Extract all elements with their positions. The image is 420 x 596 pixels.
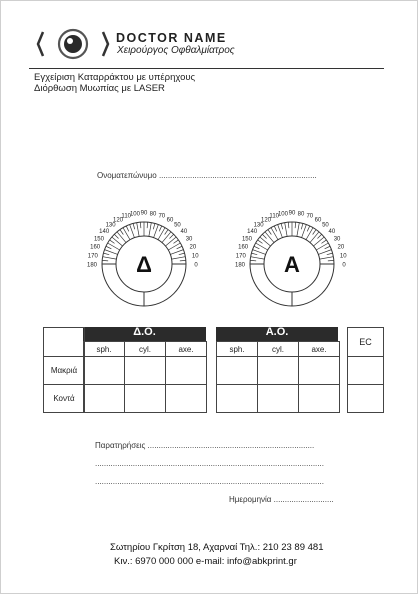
right-eye-tick: [265, 232, 274, 243]
left-eye-axis-label: 70: [158, 213, 166, 220]
right-eye-axis-label: 170: [235, 253, 246, 260]
right-eye-tick: [288, 222, 289, 228]
left-eye-axis-label: 140: [99, 229, 110, 236]
right-eye-tick: [316, 243, 328, 250]
left-eye-tick: [169, 234, 173, 238]
right-eye-tick: [274, 226, 277, 231]
remarks-field[interactable]: Παρατηρήσεις ...........................................................................: [95, 441, 315, 450]
date-field[interactable]: Ημερομηνία ...........................: [229, 495, 334, 504]
right-eye-axis-chart: [227, 204, 357, 312]
left-eye-tick: [103, 253, 109, 255]
right-eye-tick: [320, 257, 334, 259]
right-eye-tick: [268, 230, 271, 235]
right-eye-tick: [325, 246, 330, 249]
corner-cell: [44, 328, 85, 357]
right-eye-axis-label: 0: [342, 262, 346, 269]
header-divider: [29, 68, 384, 69]
left-eye-tick: [106, 246, 111, 249]
right-eye-axis-label: 30: [333, 236, 341, 243]
right-eye-eye-letter: Α: [284, 252, 300, 277]
left-eye-axis-label: 160: [90, 244, 101, 251]
left-eye-tick: [165, 230, 168, 235]
right-eye-tick: [310, 232, 319, 243]
os-axe-header: axe.: [299, 342, 340, 357]
right-eye-axis-label: 110: [269, 213, 280, 220]
right-eye-tick: [258, 240, 263, 243]
right-eye-tick: [313, 237, 324, 246]
right-eye-tick: [327, 253, 333, 255]
footer-contact: Κιν.: 6970 000 000 e-mail: info@abkprint.gr: [114, 556, 297, 567]
right-eye-tick: [301, 223, 303, 229]
left-eye-tick: [108, 243, 120, 250]
footer-address: Σωτηρίου Γκρίτση 18, Αχαρναί Τηλ.: 210 23 89 481: [110, 542, 324, 553]
left-eye-axis-label: 60: [166, 217, 174, 224]
left-eye-tick: [165, 237, 176, 246]
left-eye-tick: [117, 232, 126, 243]
left-eye-tick: [114, 234, 118, 238]
left-eye-axis-label: 90: [140, 210, 148, 217]
left-eye-axis-label: 30: [185, 236, 193, 243]
right-eye-axis-label: 150: [241, 236, 252, 243]
left-eye-tick: [172, 257, 186, 259]
left-eye-tick: [140, 222, 141, 228]
od-grid: [83, 341, 207, 413]
left-eye-tick: [120, 230, 123, 235]
right-eye-axis-label: 40: [328, 229, 336, 236]
left-eye-axis-label: 120: [112, 217, 124, 224]
od-sph-header: sph.: [84, 342, 125, 357]
right-eye-tick: [262, 234, 266, 238]
left-eye-axis-label: 110: [121, 213, 132, 220]
right-eye-axis-label: 60: [314, 217, 322, 224]
right-eye-axis-label: 50: [322, 222, 329, 229]
left-eye-axis-label: 10: [191, 253, 199, 260]
ec-far[interactable]: [348, 357, 384, 385]
left-eye-tick: [112, 237, 123, 246]
left-eye-tick: [173, 240, 178, 243]
right-eye-tick: [251, 257, 265, 259]
right-eye-axis-label: 80: [297, 211, 305, 218]
left-eye-axis-label: 100: [129, 211, 140, 218]
left-eye-tick: [102, 260, 108, 261]
right-eye-axis-label: 10: [339, 253, 347, 260]
od-header-bar: Δ.Ο.: [83, 327, 206, 341]
os-near-axe[interactable]: [299, 385, 340, 413]
ec-near[interactable]: [348, 385, 384, 413]
os-far-axe[interactable]: [299, 357, 340, 385]
od-near-axe[interactable]: [166, 385, 207, 413]
right-eye-tick: [271, 228, 278, 240]
left-eye-tick: [158, 228, 165, 240]
service-line-2: Διόρθωση Μυωπίας με LASER: [34, 83, 165, 94]
left-eye-axis-label: 20: [189, 244, 197, 251]
right-eye-axis-label: 180: [234, 262, 246, 269]
od-far-cyl[interactable]: [125, 357, 166, 385]
os-header-bar: Α.Ο.: [216, 327, 338, 341]
od-near-cyl[interactable]: [125, 385, 166, 413]
os-sph-header: sph.: [217, 342, 258, 357]
left-eye-axis-chart: [79, 204, 209, 312]
right-eye-tick: [313, 230, 316, 235]
left-eye-tick: [179, 253, 185, 255]
left-eye-axis-label: 40: [180, 229, 188, 236]
right-eye-axis-label: 100: [277, 211, 288, 218]
left-eye-axis-label: 80: [149, 211, 157, 218]
doctor-title: Χειρούργος Οφθαλμίατρος: [117, 45, 235, 56]
left-eye-tick: [162, 232, 171, 243]
od-far-axe[interactable]: [166, 357, 207, 385]
row-label-far: Μακριά: [44, 357, 85, 385]
right-eye-tick: [307, 226, 310, 231]
ec-header: EC: [348, 328, 384, 357]
left-eye-tick: [177, 246, 182, 249]
left-eye-axis-label: 50: [174, 222, 181, 229]
doctor-name: DOCTOR NAME: [116, 31, 227, 45]
left-eye-tick: [133, 223, 135, 229]
os-far-sph[interactable]: [217, 357, 258, 385]
prescription-table: [43, 327, 85, 413]
os-near-cyl[interactable]: [258, 385, 299, 413]
right-eye-axis-label: 140: [247, 229, 258, 236]
left-eye-tick: [147, 222, 148, 228]
os-grid: [216, 341, 340, 413]
left-eye-tick: [110, 240, 115, 243]
right-eye-tick: [251, 253, 257, 255]
right-eye-tick: [256, 243, 268, 250]
right-eye-tick: [295, 222, 296, 228]
right-eye-tick: [285, 223, 287, 237]
od-axe-header: axe.: [166, 342, 207, 357]
right-eye-axis-label: 130: [253, 222, 264, 229]
right-eye-tick: [321, 240, 326, 243]
right-eye-axis-label: 20: [337, 244, 345, 251]
left-eye-axis-label: 170: [87, 253, 98, 260]
right-eye-tick: [306, 228, 313, 240]
os-near-sph[interactable]: [217, 385, 258, 413]
remarks-line-3[interactable]: .......................................................................................................: [95, 477, 324, 486]
left-eye-tick: [137, 223, 139, 237]
left-eye-axis-label: 0: [194, 262, 198, 269]
right-eye-axis-label: 120: [260, 217, 272, 224]
patient-name-field[interactable]: Ονοματεπώνυμο .......................................................................: [97, 171, 317, 180]
left-eye-tick: [180, 260, 186, 261]
os-far-cyl[interactable]: [258, 357, 299, 385]
left-eye-tick: [126, 226, 129, 231]
od-far-sph[interactable]: [84, 357, 125, 385]
right-eye-tick: [317, 234, 321, 238]
left-eye-tick: [159, 226, 162, 231]
left-eye-axis-label: 130: [105, 222, 116, 229]
od-near-sph[interactable]: [84, 385, 125, 413]
left-eye-eye-letter: Δ: [136, 252, 152, 277]
right-eye-axis-label: 160: [238, 244, 249, 251]
right-eye-tick: [328, 260, 334, 261]
os-cyl-header: cyl.: [258, 342, 299, 357]
right-eye-axis-label: 70: [306, 213, 314, 220]
left-eye-tick: [123, 228, 130, 240]
service-line-1: Εγχείριση Καταρράκτου με υπέρηχους: [34, 72, 196, 83]
left-eye-axis-label: 150: [93, 236, 104, 243]
left-eye-tick: [153, 223, 155, 229]
right-eye-axis-label: 90: [288, 210, 296, 217]
eye-logo-icon: [35, 28, 111, 60]
ec-column: [347, 327, 384, 413]
row-label-near: Κοντά: [44, 385, 85, 413]
left-eye-tick: [103, 257, 117, 259]
left-eye-tick: [149, 223, 151, 237]
right-eye-tick: [297, 223, 299, 237]
left-eye-axis-label: 180: [86, 262, 98, 269]
right-eye-tick: [281, 223, 283, 229]
left-eye-tick: [168, 243, 180, 250]
right-eye-tick: [250, 260, 256, 261]
right-eye-tick: [260, 237, 271, 246]
right-eye-tick: [254, 246, 259, 249]
remarks-line-2[interactable]: .......................................................................................................: [95, 459, 324, 468]
od-cyl-header: cyl.: [125, 342, 166, 357]
